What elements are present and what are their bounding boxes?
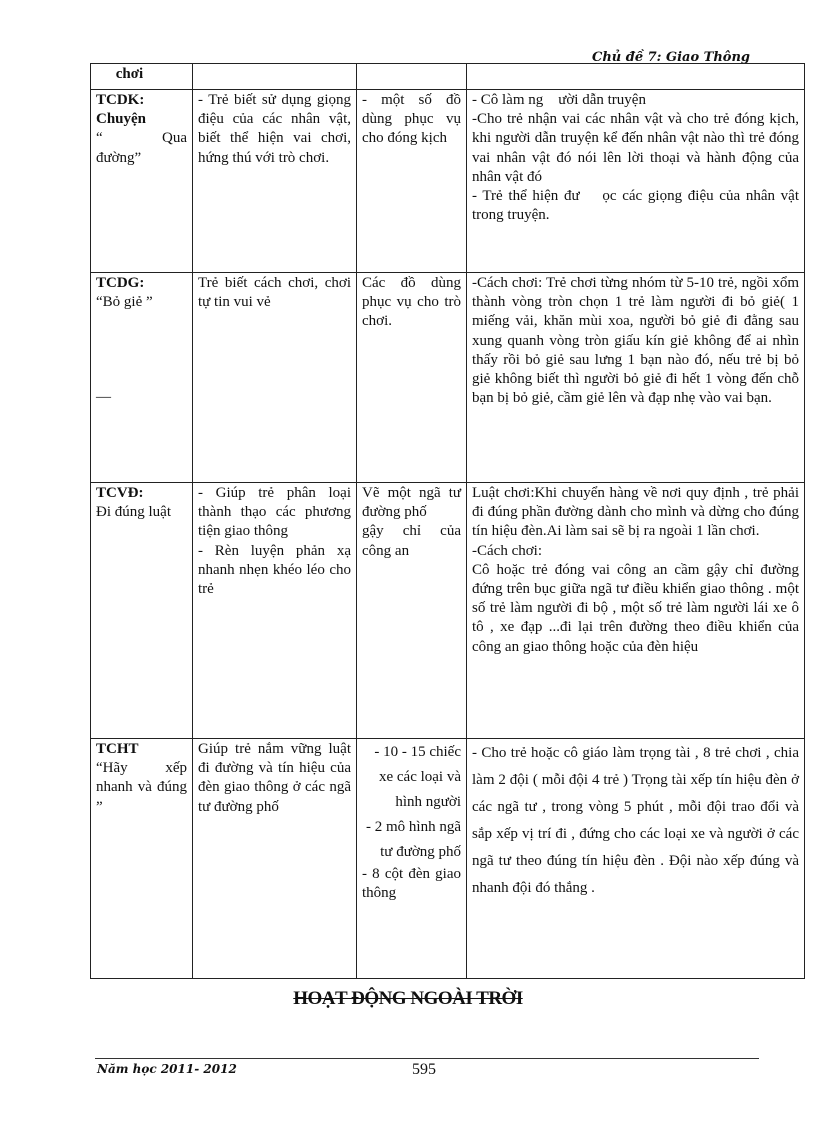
activity-type-label: TCVĐ: [96, 485, 144, 501]
activity-type-label: TCDK: [96, 92, 145, 108]
method-text: Luật chơi:Khi chuyển hàng về nơi quy định , trẻ phải đi đúng phần đường dành cho mình và dừng cho đúng tín hiệu đèn.Ai làm sai sẽ bị ra ngoài 1 lần chơi. [472, 485, 803, 540]
method-cell [467, 273, 805, 483]
objective-text: Giúp trẻ nắm vững luật đi đường và tín hiệu của đèn giao thông ở các ngã tư đường phố [198, 741, 355, 815]
materials-text: - một số đồ dùng phục vụ cho đóng kịch [362, 92, 465, 147]
materials-text: Các đồ dùng phục vụ cho trò chơi. [362, 275, 465, 330]
materials-cell [357, 64, 467, 90]
method-cell [467, 90, 805, 273]
method-cell [467, 483, 805, 739]
objective-text: - Rèn luyện phản xạ nhanh nhẹn khéo léo cho trẻ [198, 542, 355, 598]
method-text: -Cho trẻ nhận vai các nhân vật và cho trẻ đóng kịch, khi người dẫn truyện kể đến nhân vật nào thì trẻ đóng vai nhân vật đó nói lên lời thoại và hành động của nhân vật đó [472, 111, 803, 185]
activity-name-cell [91, 90, 193, 273]
method-text: - Cho trẻ hoặc cô giáo làm trọng tài , 8 trẻ chơi , chia làm 2 đội ( mỗi đội 4 trẻ ) Trọng tài xếp tín hiệu đèn ở các ngã tư , trong vòng 5 phút , mỗi đội trao đổi và sắp xếp vị trí đi , đứng cho các loại xe và người ở các ngã tư theo đúng tín hiệu đèn . Đội nào xếp đúng và nhanh đội đó thắng . [472, 745, 803, 896]
objective-text: Trẻ biết cách chơi, chơi tự tin vui vẻ [198, 275, 355, 311]
table-row [91, 64, 805, 90]
table-row [91, 90, 805, 273]
table-row [91, 483, 805, 739]
method-text: Cô hoặc trẻ đóng vai công an cầm gậy chỉ đường đứng trên bục giữa ngã tư điều khiển giao thông . một số trẻ làm người đi bộ , một số trẻ làm người lái xe ô tô , xe đạp ...đi lại trên đường theo điều khiển của công an giao thông hoặc của đèn hiệu [472, 561, 803, 655]
method-text: - Trẻ thể hiện đư ọc các giọng điệu của nhân vật trong truyện. [472, 188, 803, 224]
activity-name-text: “Bỏ giẻ ” [96, 294, 153, 311]
objective-cell [193, 273, 357, 483]
table-row [91, 739, 805, 979]
activity-name-text: “ Qua [96, 130, 187, 147]
footer-year: Năm học 2011- 2012 [97, 1062, 237, 1076]
method-text: -Cách chơi: Trẻ chơi từng nhóm từ 5-10 trẻ, ngồi xổm thành vòng tròn chọn 1 trẻ làm người đi bỏ giẻ( 1 miếng vải, khăn mùi xoa, người bỏ giẻ đi đằng sau xung quanh vòng tròn giấu kín giẻ không để ai nhìn thấy rồi bỏ giẻ sau lưng 1 bạn nào đó, nếu trẻ bị bỏ giẻ không biết thì người bỏ giẻ đi hết 1 vòng đến chỗ bạn bị bỏ giẻ, cầm giẻ lên và đạp nhẹ vào vai bạn. [472, 275, 803, 407]
activity-type-label: TCDG: [96, 275, 145, 291]
footer-divider [95, 1058, 759, 1059]
objective-cell [193, 483, 357, 739]
activity-name-cell [91, 739, 193, 979]
activity-name-text: Đi đúng luật [96, 504, 171, 521]
method-text: -Cách chơi: [472, 542, 542, 559]
activity-name-cell [91, 483, 193, 739]
objective-text: - Trẻ biết sử dụng giọng điệu của các nhân vật, biết thể hiện vai chơi, hứng thú với trò chơi. [198, 92, 355, 166]
activity-type-label: TCHT [96, 741, 139, 757]
table-row [91, 273, 805, 483]
materials-cell [357, 90, 467, 273]
activity-name-text: “Hãy xếp nhanh và đúng ” [96, 760, 191, 815]
materials-text: - 8 cột đèn giao thông [362, 866, 465, 902]
activity-name-text: Chuyện [96, 111, 147, 128]
objective-cell [193, 90, 357, 273]
materials-cell [357, 483, 467, 739]
dash-mark: — [96, 389, 111, 406]
materials-text: - 2 mô hình ngã tư đường phố [366, 819, 465, 860]
topic-header: Chủ đề 7: Giao Thông [591, 50, 750, 65]
materials-text: gậy chỉ của công an [362, 523, 465, 559]
page-number: 595 [412, 1061, 436, 1078]
objective-cell [193, 64, 357, 90]
activity-name-cell [91, 64, 193, 90]
activity-name-text: chơi [115, 66, 144, 82]
materials-cell [357, 273, 467, 483]
activity-name-cell [91, 273, 193, 483]
method-cell [467, 739, 805, 979]
method-cell [467, 64, 805, 90]
activity-table [90, 63, 805, 979]
activity-name-text: đường” [96, 149, 142, 166]
objective-text: - Giúp trẻ phân loại thành thạo các phương tiện giao thông [198, 485, 355, 540]
materials-text: Vẽ một ngã tư đường phố [362, 485, 465, 521]
section-heading: HOẠT ĐỘNG NGOÀI TRỜI [293, 988, 523, 1009]
objective-cell [193, 739, 357, 979]
materials-text: - 10 - 15 chiếc xe các loại và hình người [374, 744, 465, 810]
method-text: - Cô làm ng ười dẫn truyện [472, 92, 646, 108]
materials-cell [357, 739, 467, 979]
